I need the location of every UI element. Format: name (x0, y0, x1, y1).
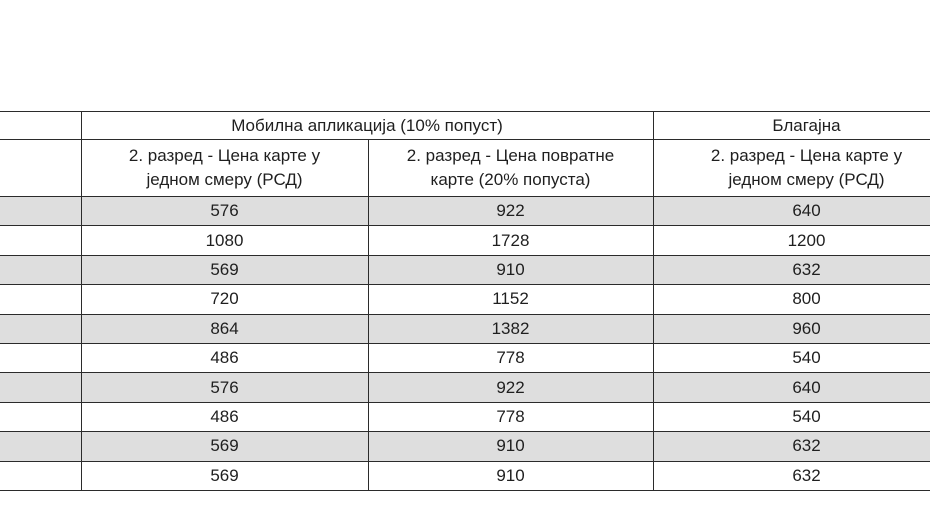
price-cell: 576 (81, 373, 368, 402)
column-header-line: 2. разред - Цена повратне (406, 146, 615, 165)
price-table-container (0, 111, 930, 491)
price-cell: 1080 (81, 226, 368, 255)
price-cell: 540 (653, 402, 930, 431)
row-label-cell (0, 343, 81, 372)
price-cell: 778 (368, 343, 653, 372)
table-row (0, 343, 930, 372)
price-cell: 640 (653, 373, 930, 402)
table-row (0, 197, 930, 226)
price-cell: 960 (653, 314, 930, 343)
price-cell: 778 (368, 402, 653, 431)
price-cell: 1382 (368, 314, 653, 343)
row-label-cell (0, 432, 81, 461)
price-table-clip (0, 111, 930, 491)
row-label-cell (0, 197, 81, 226)
price-cell: 800 (653, 285, 930, 314)
price-cell: 576 (81, 197, 368, 226)
counter-group-header: Благајна (653, 112, 930, 140)
column-header-line: једном смеру (РСД) (728, 170, 885, 189)
table-row (0, 285, 930, 314)
price-table (0, 111, 930, 491)
empty-subheader-cell (0, 140, 81, 197)
table-row (0, 226, 930, 255)
price-cell: 910 (368, 255, 653, 284)
table-row (0, 432, 930, 461)
mobile-app-group-header: Мобилна апликација (10% попуст) (81, 112, 653, 140)
price-cell: 632 (653, 461, 930, 490)
price-cell: 569 (81, 432, 368, 461)
price-cell: 486 (81, 402, 368, 431)
row-label-cell (0, 402, 81, 431)
column-header-line: карте (20% попуста) (430, 170, 591, 189)
price-cell: 640 (653, 197, 930, 226)
table-row (0, 314, 930, 343)
table-row (0, 461, 930, 490)
price-cell: 1200 (653, 226, 930, 255)
empty-header-cell (0, 112, 81, 140)
table-body (0, 197, 930, 491)
table-row (0, 402, 930, 431)
column-header-line: једном смеру (РСД) (146, 170, 303, 189)
price-cell: 569 (81, 461, 368, 490)
price-cell: 486 (81, 343, 368, 372)
table-row (0, 255, 930, 284)
row-label-cell (0, 285, 81, 314)
column-header-counter-one-way (653, 140, 930, 197)
price-cell: 910 (368, 461, 653, 490)
column-header-mobile-one-way (81, 140, 368, 197)
row-label-cell (0, 314, 81, 343)
price-cell: 1728 (368, 226, 653, 255)
group-header-row (0, 112, 930, 140)
table-row (0, 373, 930, 402)
price-cell: 569 (81, 255, 368, 284)
price-cell: 720 (81, 285, 368, 314)
row-label-cell (0, 226, 81, 255)
price-cell: 922 (368, 373, 653, 402)
column-header-line: 2. разред - Цена карте у (128, 146, 321, 165)
price-cell: 540 (653, 343, 930, 372)
price-cell: 1152 (368, 285, 653, 314)
row-label-cell (0, 461, 81, 490)
column-header-line: 2. разред - Цена карте у (710, 146, 903, 165)
price-cell: 922 (368, 197, 653, 226)
column-header-row (0, 140, 930, 197)
price-cell: 910 (368, 432, 653, 461)
row-label-cell (0, 255, 81, 284)
row-label-cell (0, 373, 81, 402)
price-cell: 864 (81, 314, 368, 343)
column-header-mobile-return (368, 140, 653, 197)
price-cell: 632 (653, 432, 930, 461)
price-cell: 632 (653, 255, 930, 284)
